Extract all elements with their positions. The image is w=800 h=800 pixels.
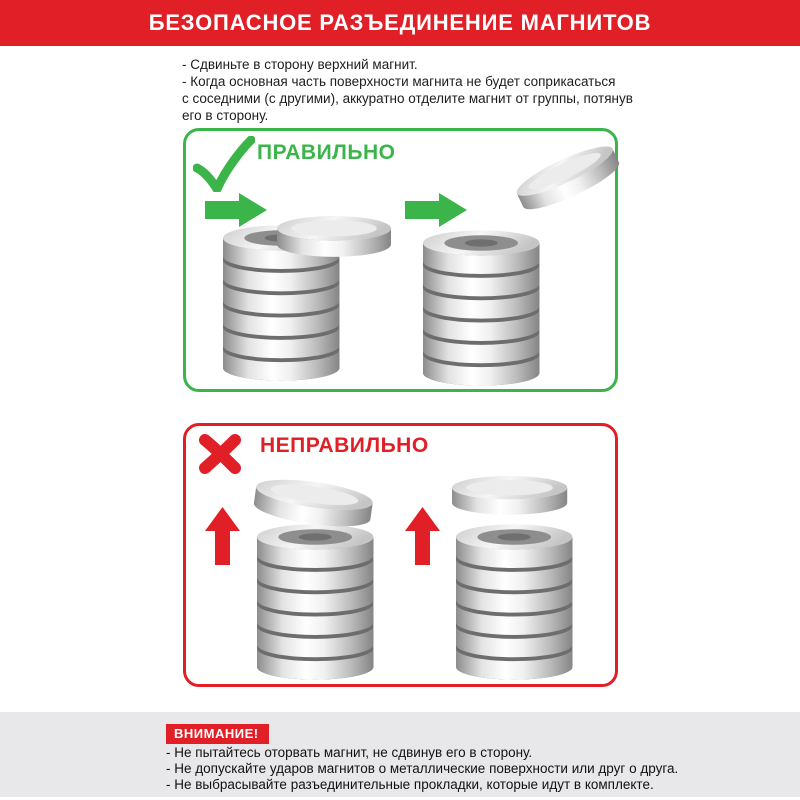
warning-item: - Не допускайте ударов магнитов о металлические поверхности или друг о друга. (166, 761, 679, 776)
warning-badge: ВНИМАНИЕ! (166, 724, 269, 744)
intro-line: с соседними (с другими), аккуратно отделите магнит от группы, потянув (182, 91, 633, 106)
header-bar (0, 0, 800, 46)
incorrect-panel (183, 423, 618, 687)
magnet-disc-slid (277, 216, 391, 257)
magnet-disc-lifted-tilted (252, 474, 374, 532)
magnet-disc-separated (512, 138, 624, 217)
incorrect-label: НЕПРАВИЛЬНО (260, 434, 429, 457)
arrow-up-icon (205, 507, 240, 565)
warning-item: - Не выбрасывайте разъединительные прокладки, которые идут в комплекте. (166, 777, 654, 792)
correct-panel (183, 128, 618, 392)
intro-line: его в сторону. (182, 108, 269, 123)
intro-line: - Сдвиньте в сторону верхний магнит. (182, 57, 418, 72)
warning-band (0, 712, 800, 797)
magnet-stack (423, 230, 539, 385)
arrow-up-icon (405, 507, 440, 565)
warning-item: - Не пытайтесь оторвать магнит, не сдвинув его в сторону. (166, 745, 533, 760)
page-title: БЕЗОПАСНОЕ РАЗЪЕДИНЕНИЕ МАГНИТОВ (148, 10, 652, 35)
magnet-stack (456, 524, 572, 679)
magnet-disc-lifted (452, 476, 567, 515)
arrow-right-icon (405, 193, 467, 227)
correct-illustration (186, 131, 615, 389)
correct-label: ПРАВИЛЬНО (257, 141, 396, 164)
warning-list (166, 745, 766, 793)
incorrect-illustration (186, 426, 615, 684)
arrow-right-icon (205, 193, 267, 227)
magnet-stack (257, 524, 373, 679)
intro-text (182, 56, 652, 124)
intro-line: - Когда основная часть поверхности магнита не будет соприкасаться (182, 74, 616, 89)
